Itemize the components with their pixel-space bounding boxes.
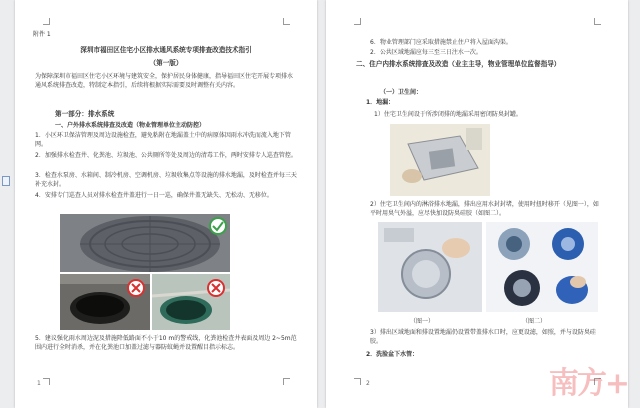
crop-mark — [283, 18, 290, 25]
page-number: 1 — [37, 380, 41, 387]
check-icon — [210, 218, 226, 234]
item-floor-drain: 1．地漏： — [366, 99, 395, 106]
figure-1-caption: （图一） — [410, 318, 435, 325]
paragraph-item-2: 2．加强排水检查井、化粪池、垃圾池、公共厕所等处及周边的清毒工作，两时安排专人巡查管控。 — [35, 152, 297, 159]
crop-mark — [283, 378, 290, 385]
crop-mark — [354, 18, 361, 25]
crop-mark — [43, 378, 50, 385]
paragraph-line-2: 2．公共区域地漏应每三至三日注水一次。 — [370, 49, 482, 56]
sub-heading-bathroom: （一）卫生间： — [380, 89, 423, 96]
section-heading-2: 二、住户内排水系统排查及改造（业主主导，物业管理单位监督指导） — [356, 60, 561, 68]
page-number: 2 — [366, 380, 370, 387]
figure-1-photo — [378, 222, 482, 312]
item-washbasin-pipe: 2．洗脸盆下水管： — [366, 351, 419, 358]
paragraph-item-3: 3．检查水泵房、水箱间、制冷机房、空调机房、垃圾收集点等设施的排水地漏，及时检查并每三天补充水封。 — [35, 172, 297, 188]
damaged-manhole-photo — [60, 274, 150, 330]
figure-2-photo — [486, 222, 598, 312]
document-page-2 — [326, 0, 628, 408]
intro-paragraph: 为保障深圳市福田区住宅小区环境与建筑安全，保护居民身体健康，指导福田区住宅开展专项排水通风系统排查改造，特制定本指引，后续将根据实际需要及时调整有关内容。 — [35, 73, 294, 89]
watermark-logo: 南方+ — [548, 366, 628, 401]
attachment-label: 附件 1 — [33, 31, 51, 38]
paragraph-text-3: 3）排出区域地面和排设置地漏仍设置带盖排水口时，应更设滤，如照，并与设防臭硅胶。 — [370, 329, 596, 345]
floor-drain-photo — [390, 124, 490, 196]
manhole-cover-photo — [60, 214, 230, 272]
crop-mark — [354, 378, 361, 385]
paragraph-line-1: 6．物业管理部门应采取措施禁止住户将入屋面沟渠。 — [370, 39, 512, 46]
misplaced-manhole-photo — [152, 274, 230, 330]
paragraph-item-4: 4．安排专门巡查人员对排水检查井盖进行一日一巡，确保井盖无缺失、无松动、无移位。 — [35, 192, 273, 199]
document-edition: （第一版） — [149, 59, 183, 67]
part-heading: 第一部分：排水系统 — [55, 110, 115, 118]
paragraph-text-1: 1）住宅卫生间设于所涉闭排的地漏采用密闭防臭封罐。 — [374, 111, 522, 118]
crop-mark — [43, 18, 50, 25]
paragraph-item-1: 1．小区环卫保洁管理及周边设施检查，避免粘附在地漏盖土中的病原体因雨水冲洗而流入地下管网。 — [35, 132, 291, 148]
paragraph-item-5: 5．建议强化雨水周边泥及措施降低路面不小于10 m的警戒线，化粪池检查井表面及周边 2~5m范围内进行全时消杀，并在化粪池口加盖过滤与器防蚊蝇并设置醒目指示标志。 — [35, 335, 297, 351]
paragraph-text-2: 2）住宅卫生间内的淋浴排水地漏，排出应用水封封堵，使用时扭时移开（见图一），如平时用臭气外溢，应尽快加设防臭硅胶（如图二）。 — [370, 201, 599, 217]
crop-mark — [594, 18, 601, 25]
document-page-1 — [15, 0, 317, 408]
section-heading-1: 一、户外排水系统排查及改造（物业管理单位主动防控） — [55, 122, 206, 129]
document-icon — [2, 176, 10, 186]
figure-2-caption: （图二） — [522, 318, 547, 325]
document-title: 深圳市福田区住宅小区排水通风系统专项排查改造技术指引 — [80, 46, 252, 54]
